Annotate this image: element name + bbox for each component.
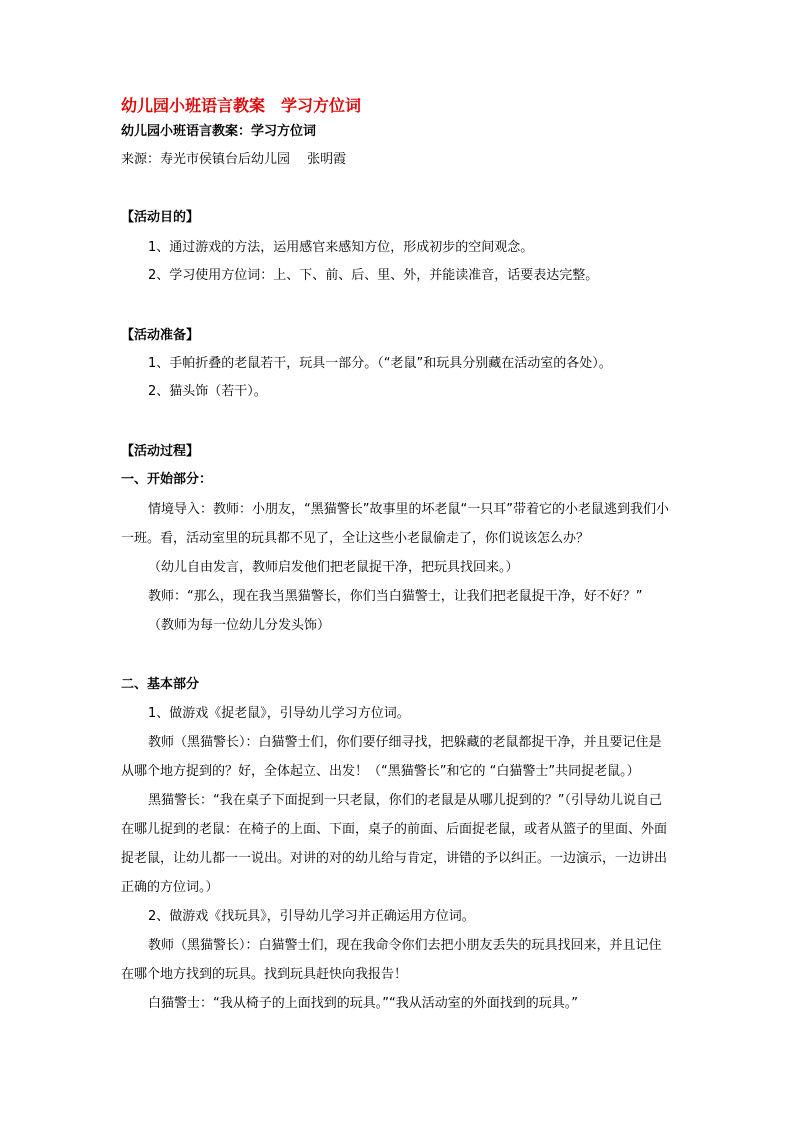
part2-line: 在哪儿捉到的老鼠：在椅子的上面、下面，桌子的前面、后面捉老鼠，或者从篮子的里面、外面: [121, 822, 668, 837]
part2-line: 从哪个地方捉到的？好，全体起立、出发！（“黑猫警长”和它的 “白猫警士”共同捉老鼠。）: [121, 764, 640, 779]
part1-line: 一班。看，活动室里的玩具都不见了，全让这些小老鼠偷走了，你们说该怎么办？: [121, 531, 590, 546]
part2-heading: 二、基本部分: [121, 677, 200, 692]
part2-line: 2、做游戏《找玩具》，引导幼儿学习并正确运用方位词。: [148, 909, 475, 924]
part2-line: 在哪个地方找到的玩具。找到玩具赶快向我报告！: [121, 967, 408, 982]
goal-item: 1、通过游戏的方法，运用感官来感知方位，形成初步的空间观念。: [148, 240, 534, 255]
section-heading-goal: 【活动目的】: [121, 210, 200, 225]
section-heading-process: 【活动过程】: [121, 444, 200, 459]
document-subtitle: 幼儿园小班语言教案：学习方位词: [121, 124, 317, 139]
part2-line: 捉老鼠，让幼儿都一一说出。对讲的对的幼儿给与肯定，讲错的予以纠正。一边演示，一边讲出: [121, 851, 668, 866]
goal-item: 2、学习使用方位词：上、下、前、后、里、外，并能读准音，话要表达完整。: [148, 268, 599, 283]
part2-line: 白猫警士：“我从椅子的上面找到的玩具。”“我从活动室的外面找到的玩具。”: [148, 996, 578, 1011]
part2-line: 教师（黑猫警长）：白猫警士们，你们要仔细寻找，把躲藏的老鼠都捉干净，并且要记住是: [148, 735, 662, 750]
section-heading-prep: 【活动准备】: [121, 328, 200, 343]
prep-item: 2、猫头饰（若干）。: [148, 384, 267, 399]
part1-heading: 一、开始部分：: [121, 472, 213, 487]
prep-item: 1、手帕折叠的老鼠若干，玩具一部分。（“老鼠”和玩具分别藏在活动室的各处）。: [148, 356, 612, 371]
document-source: 来源：寿光市侯镇台后幼儿园 张明霞: [121, 152, 347, 167]
part2-line: 1、做游戏《捉老鼠》，引导幼儿学习方位词。: [148, 706, 410, 721]
part1-line: 情境导入：教师：小朋友，“黑猫警长”故事里的坏老鼠“一只耳”带着它的小老鼠逃到我们小: [148, 502, 669, 517]
part1-line: （幼儿自由发言，教师启发他们把老鼠捉干净，把玩具找回来。）: [148, 560, 519, 575]
part2-line: 黑猫警长：“我在桌子下面捉到一只老鼠，你们的老鼠是从哪儿捉到的？”（引导幼儿说自己: [148, 793, 662, 808]
part1-line: （教师为每一位幼儿分发头饰）: [148, 618, 331, 633]
part2-line: 教师（黑猫警长）：白猫警士们，现在我命令你们去把小朋友丢失的玩具找回来，并且记住: [148, 938, 662, 953]
document-title: 幼儿园小班语言教案 学习方位词: [121, 96, 362, 115]
part1-line: 教师：“那么，现在我当黑猫警长，你们当白猫警士，让我们把老鼠捉干净，好不好？”: [148, 589, 643, 604]
part2-line: 正确的方位词。）: [121, 880, 219, 895]
